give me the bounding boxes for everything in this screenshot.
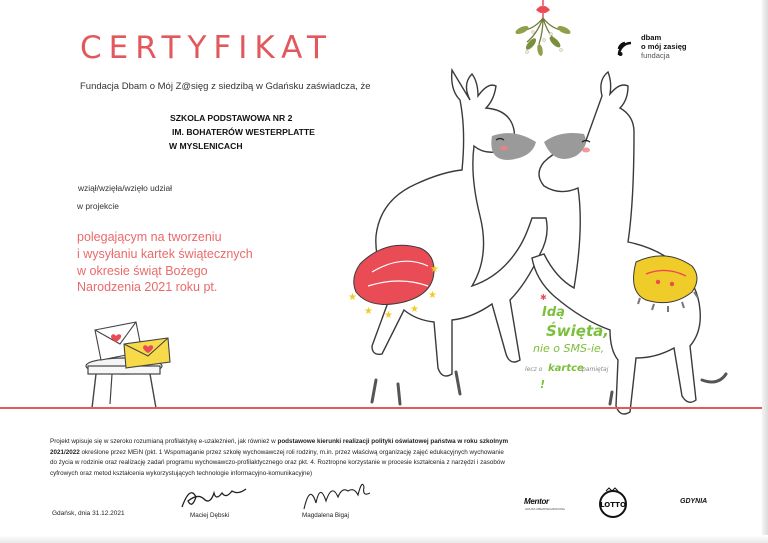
signer-1-name: Maciej Dębski — [190, 512, 230, 519]
svg-text:★: ★ — [384, 310, 393, 321]
svg-text:★: ★ — [364, 306, 373, 317]
lotto-text: LOTTO — [600, 501, 626, 509]
footer-line-4: cyfrowych oraz metod kształcenia wykorzystujących technologie informacyjno-komunikacyjne) — [50, 469, 313, 477]
intro-text: Fundacja Dbam o Mój Z@sięg z siedzibą w Gdańsku zaświadcza, że — [80, 81, 371, 92]
svg-text:★: ★ — [348, 292, 357, 303]
footer-line-2 — [50, 448, 712, 459]
footer-p1: Projekt wpisuje się w szeroko rozumianą profilaktykę e-uzależnień, jak również w — [50, 438, 278, 445]
svg-text:★: ★ — [410, 304, 419, 315]
footer-line-3: do życia w rodzinie oraz realizację zadań programu wychowawczo-profilaktycznego oraz pkt. 4. Roztropne korzystanie w procesie kształcenia z narzędzi i zasobów — [50, 459, 505, 467]
page-edge-right — [762, 0, 768, 543]
description-line-2: i wysyłaniu kartek świątecznych — [77, 246, 253, 261]
slogan-line-4a: lecz o — [525, 366, 543, 373]
signature-1-icon — [176, 485, 256, 515]
svg-text:★: ★ — [430, 264, 439, 275]
slogan-mark: ! — [540, 378, 546, 391]
took-part-text: wziął/wzięła/wzięło udział — [78, 183, 173, 193]
certificate-title: CERTYFIKAT — [80, 30, 333, 66]
slogan-line-1: Idą — [542, 305, 565, 320]
mistletoe-icon — [514, 0, 571, 56]
gdynia-logo: GDYNIA — [680, 498, 708, 505]
place-and-date: Gdańsk, dnia 31.12.2021 — [52, 510, 125, 517]
signer-2-name: Magdalena Bigaj — [302, 512, 349, 519]
svg-text:★: ★ — [428, 290, 437, 301]
footer-legal-text — [50, 437, 712, 479]
school-line-3: W MYSLENICACH — [169, 141, 243, 151]
footer-line-1 — [50, 437, 712, 448]
signature-2-icon — [296, 479, 376, 515]
svg-text:✱: ✱ — [540, 293, 547, 302]
logo-line-2: o mój zasięg — [641, 42, 687, 51]
lotto-logo-icon — [596, 486, 630, 520]
slogan-line-2: Święta, — [546, 322, 609, 340]
logo-line-3: fundacja — [641, 51, 670, 60]
table-with-envelopes-icon — [86, 322, 170, 408]
slogan-line-4b: kartce — [548, 363, 584, 374]
mentor-logo-subtitle: GRUPA UBEZPIECZENIOWA — [525, 507, 566, 511]
description-line-3: w okresie świąt Bożego — [77, 263, 208, 278]
description-line-1: polegającym na tworzeniu — [77, 230, 222, 244]
footer-p1-bold: podstawowe kierunki realizacji polityki oświatowej państwa w roku szkolnym — [277, 438, 509, 445]
left-llama-icon — [348, 70, 547, 404]
footer-p2-bold: 2021/2022 — [50, 448, 80, 456]
page-edge-bottom — [0, 535, 768, 543]
description-line-4: Narodzenia 2021 roku pt. — [77, 280, 218, 295]
mentor-logo: Mentor — [524, 497, 549, 506]
slogan-line-4c: pamiętaj — [582, 366, 609, 373]
footer-p2: określone przez MEiN (pkt. 1 Wspomaganie przez szkołę wychowawczej roli rodziny, m.in. przez właściwą organizację zajęć edukacyjnych wychowanie — [79, 448, 504, 456]
in-project-text: w projekcie — [77, 201, 119, 211]
floor-line — [0, 407, 762, 409]
slogan-line-3: nie o SMS-ie, — [533, 342, 605, 355]
school-line-2: IM. BOHATERÓW WESTERPLATTE — [172, 127, 315, 137]
logo-line-1: dbam — [641, 33, 662, 42]
school-line-1: SZKOLA PODSTAWOWA NR 2 — [170, 113, 293, 123]
